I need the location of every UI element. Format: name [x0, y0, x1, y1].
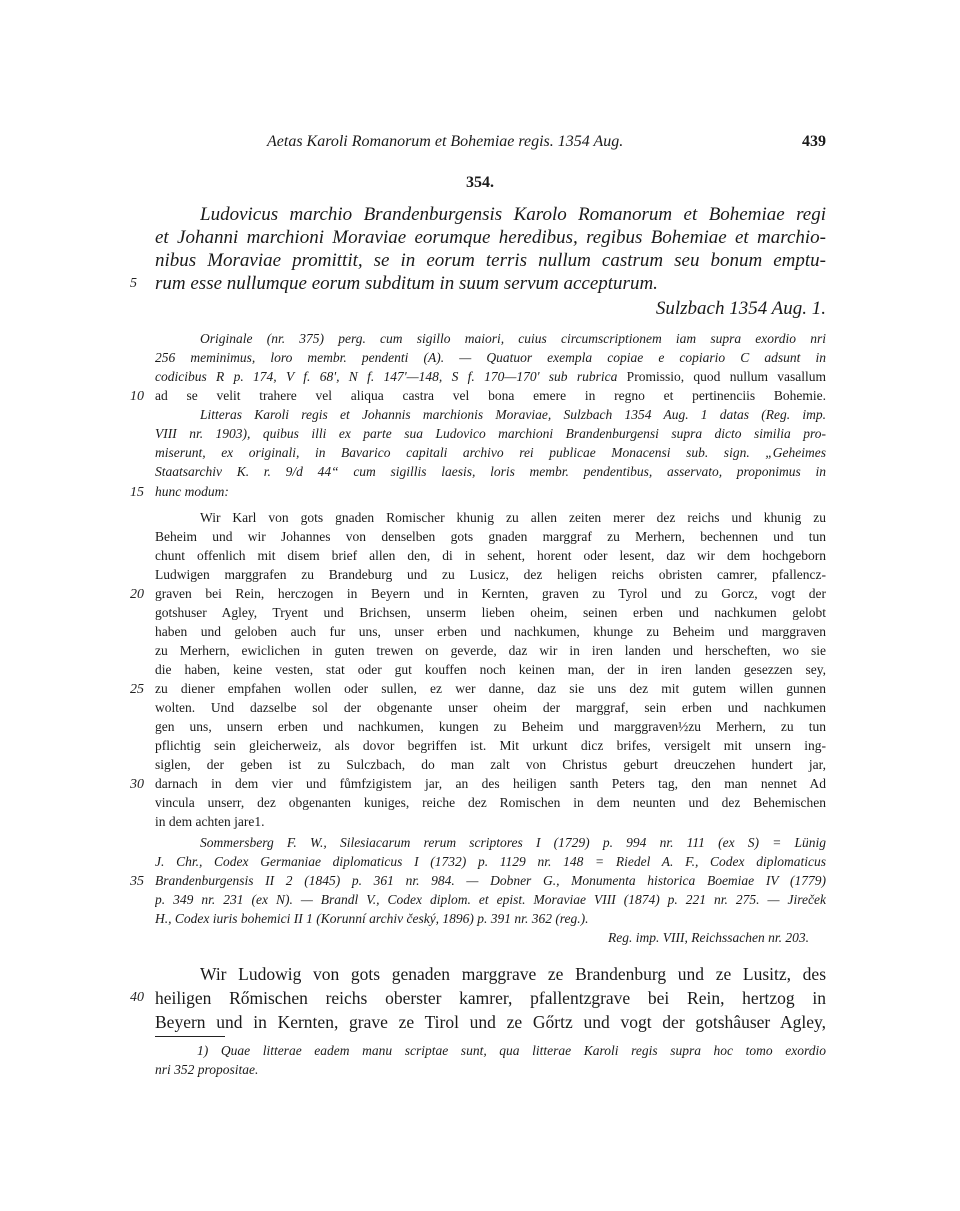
regest-line: rum esse nullumque eorum subditum in suum servum accepturum.	[155, 273, 658, 294]
bibliography-line: Brandenburgensis II 2 (1845) p. 361 nr. 984. — Dobner G., Monumenta historica Boemiae IV (1779)	[155, 873, 826, 888]
source-note-line: 256 meminimus, loro membr. pendenti (A). — Quatuor exempla copiae e copiario C adsunt in	[155, 350, 826, 365]
margin-line-number: 20	[130, 587, 144, 602]
bibliography-line: Sommersberg F. W., Silesiacarum rerum scriptores I (1729) p. 994 nr. 111 (ex S) = Lünig	[200, 835, 826, 850]
running-head	[155, 133, 826, 155]
counter-text-line: darnach in dem vier und fůmfzigistem jar, an des heiligen santh Peters tag, den man nennet Ad	[155, 776, 826, 791]
page-number: 439	[802, 133, 826, 150]
margin-line-number: 30	[130, 777, 144, 792]
source-note-line: Litteras Karoli regis et Johannis marchionis Moraviae, Sulzbach 1354 Aug. 1 datas (Reg. imp.	[200, 407, 826, 422]
footnote-line: nri 352 propositae.	[155, 1062, 259, 1077]
counter-text-line: Beheim und wir Johannes von denselben gots gnaden marggraf zu Merhern, bechennen und tun	[155, 529, 826, 544]
counter-text-line: vincula unserr, dez obgenanten kuniges, reiche dez Romischen in dem neunten und dez Behemischen	[155, 795, 826, 810]
regest-line: et Johanni marchioni Moraviae eorumque heredibus, regibus Bohemiae et marchio-	[155, 227, 826, 248]
counter-text-line: Wir Karl von gots gnaden Romischer khunig zu allen zeiten merer dez reichs und khunig zu	[200, 510, 826, 525]
footnote-rule	[155, 1036, 225, 1037]
counter-text-line: wolten. Und dazselbe sol der obgenante unser oheim der marggraf, sein erben und nachkumen	[155, 700, 826, 715]
source-note-line: ad se velit trahere vel aliqua castra vel bona emere in regno et pertinenciis Bohemie.	[155, 388, 826, 403]
bibliography-end: Reg. imp. VIII, Reichssachen nr. 203.	[608, 930, 809, 945]
margin-line-number: 40	[130, 990, 144, 1005]
bibliography-line: p. 349 nr. 231 (ex N). — Brandl V., Codex diplom. et epist. Moraviae VIII (1874) p. 221 nr. 275. — Jireček	[155, 892, 826, 907]
bibliography-line: J. Chr., Codex Germaniae diplomaticus I (1732) p. 1129 nr. 148 = Riedel A. F., Codex diplomaticus	[155, 854, 826, 869]
margin-line-number: 10	[130, 389, 144, 404]
margin-line-number: 35	[130, 874, 144, 889]
margin-line-number: 5	[130, 276, 137, 291]
main-text-line: heiligen Rőmischen reichs oberster kamrer, pfallentzgrave bei Rein, hertzog in	[155, 988, 826, 1008]
bibliography-line: H., Codex iuris bohemici II 1 (Korunní archiv český, 1896) p. 391 nr. 362 (reg.).	[155, 911, 589, 926]
margin-line-number: 25	[130, 682, 144, 697]
footnote-line: 1) Quae litterae eadem manu scriptae sunt, qua litterae Karoli regis supra hoc tomo exordio	[197, 1043, 826, 1058]
counter-text-line: die haben, keine vesten, stat oder gut kouffen noch keinen man, der in iren landen gesezzen sey,	[155, 662, 826, 677]
source-note-line: hunc modum:	[155, 484, 229, 499]
running-title: Aetas Karoli Romanorum et Bohemiae regis. 1354 Aug.	[267, 133, 624, 150]
regest-line: Ludovicus marchio Brandenburgensis Karolo Romanorum et Bohemiae regi	[200, 204, 826, 225]
source-note-line: miserunt, ex originali, in Bavarico capitali archivo rei publicae Monacensi sub. sign. „Geheimes	[155, 445, 826, 460]
counter-text-line: gen uns, unsern erben und nachkumen, kungen zu Beheim und marggraven½zu Merhern, zu tun	[155, 719, 826, 734]
source-note-segment-italic: codicibus R p. 174, V f. 68', N f. 147'—148, S f. 170—170' sub rubrica	[155, 369, 618, 384]
source-note-line: Staatsarchiv K. r. 9/d 44“ cum sigillis laesis, loris membr. pendentibus, asservato, proponimus in	[155, 464, 826, 479]
source-note-segment-rubric: Promissio, quod nullum vasallum	[617, 369, 826, 384]
main-text-line: Wir Ludowig von gots genaden marggrave ze Brandenburg und ze Lusitz, des	[200, 964, 826, 984]
source-note-line	[155, 367, 826, 386]
counter-text-line: graven bei Rein, herczogen in Beyern und in Kernten, graven zu Tyrol und zu Gorcz, vogt der	[155, 586, 826, 601]
counter-text-line: gotshuser Agley, Tryent und Brichsen, unserm lieben oheim, seinen erben und nachkumen gelobt	[155, 605, 826, 620]
counter-text-line: Ludwigen marggrafen zu Brandeburg und zu Lusicz, dez heligen reichs obristen camrer, pfallencz-	[155, 567, 826, 582]
main-text-line: Beyern und in Kernten, grave ze Tirol und ze Gőrtz und vogt der gotshâuser Agley,	[155, 1012, 826, 1032]
regest-line: nibus Moraviae promittit, se in eorum terris nullum castrum seu bonum emptu-	[155, 250, 826, 271]
source-note-line: Originale (nr. 375) perg. cum sigillo maiori, cuius circumscriptionem iam supra exordio nri	[200, 331, 826, 346]
counter-text-line: haben und geloben auch fur uns, unser erben und nachkumen, khunge zu Beheim und marggraven	[155, 624, 826, 639]
counter-text-line: zu Merhern, ewiclichen in guten trewen on geverde, daz wir in iren landen und herscheften, wo sie	[155, 643, 826, 658]
place-date: Sulzbach 1354 Aug. 1.	[655, 298, 826, 319]
counter-text-line: siglen, der geben ist zu Sulczbach, do man zalt von Christus geburt dreuczehen hundert jar,	[155, 757, 826, 772]
counter-text-line: in dem achten jare1.	[155, 814, 265, 829]
counter-text-line: chunt offenlich mit disem brief allen den, di in sehent, horent oder lesent, daz wir dem hochgeborn	[155, 548, 826, 563]
counter-text-line: zu diener empfahen wollen oder sullen, ez wer danne, daz sie uns dez mit gutem willen gunnen	[155, 681, 826, 696]
document-number: 354.	[466, 174, 494, 191]
source-note-line: VIII nr. 1903), quibus illi ex parte sua Ludovico marchioni Brandenburgensi supra dicto similia pro-	[155, 426, 826, 441]
margin-line-number: 15	[130, 485, 144, 500]
counter-text-line: pflichtig sein gleicherweiz, als dovor begriffen ist. Mit urkunt dicz brifes, versigelt mit unsern ing-	[155, 738, 826, 753]
